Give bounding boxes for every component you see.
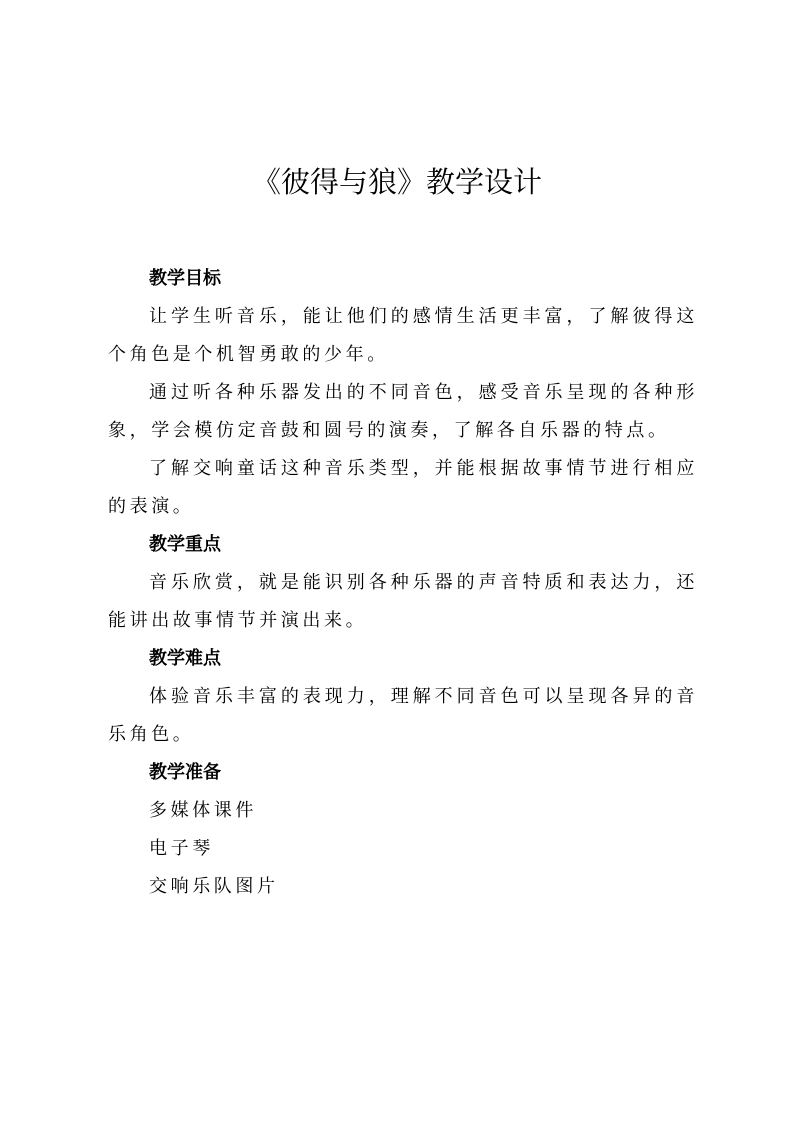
section-heading-objectives: 教学目标 [149,268,221,289]
document-title: 《彼得与狼》教学设计 [251,165,542,199]
preparation-item-3: 交响乐队图片 [149,876,279,897]
section-difficulties [108,640,698,754]
key-points-paragraph-1: 音乐欣赏，就是能识别各种乐器的声音特质和表达力，还能讲出故事情节并演出来。 [108,572,698,631]
objectives-paragraph-2: 通过听各种乐器发出的不同音色，感受音乐呈现的各种形象，学会模仿定音鼓和圆号的演奏，了解各自乐器的特点。 [108,382,698,441]
objectives-paragraph-3: 了解交响童话这种音乐类型，并能根据故事情节进行相应的表演。 [108,458,698,517]
section-preparation [108,754,698,906]
preparation-item-1: 多媒体课件 [149,800,257,821]
objectives-paragraph-1: 让学生听音乐，能让他们的感情生活更丰富，了解彼得这个角色是个机智勇敢的少年。 [108,306,698,365]
section-heading-preparation: 教学准备 [149,762,221,783]
preparation-item-2: 电子琴 [149,838,214,859]
section-heading-difficulties: 教学难点 [149,648,221,669]
difficulties-paragraph-1: 体验音乐丰富的表现力，理解不同音色可以呈现各异的音乐角色。 [108,686,698,745]
section-key-points [108,526,698,640]
section-objectives [108,260,698,526]
section-heading-key-points: 教学重点 [149,534,221,555]
document-body [108,260,698,906]
